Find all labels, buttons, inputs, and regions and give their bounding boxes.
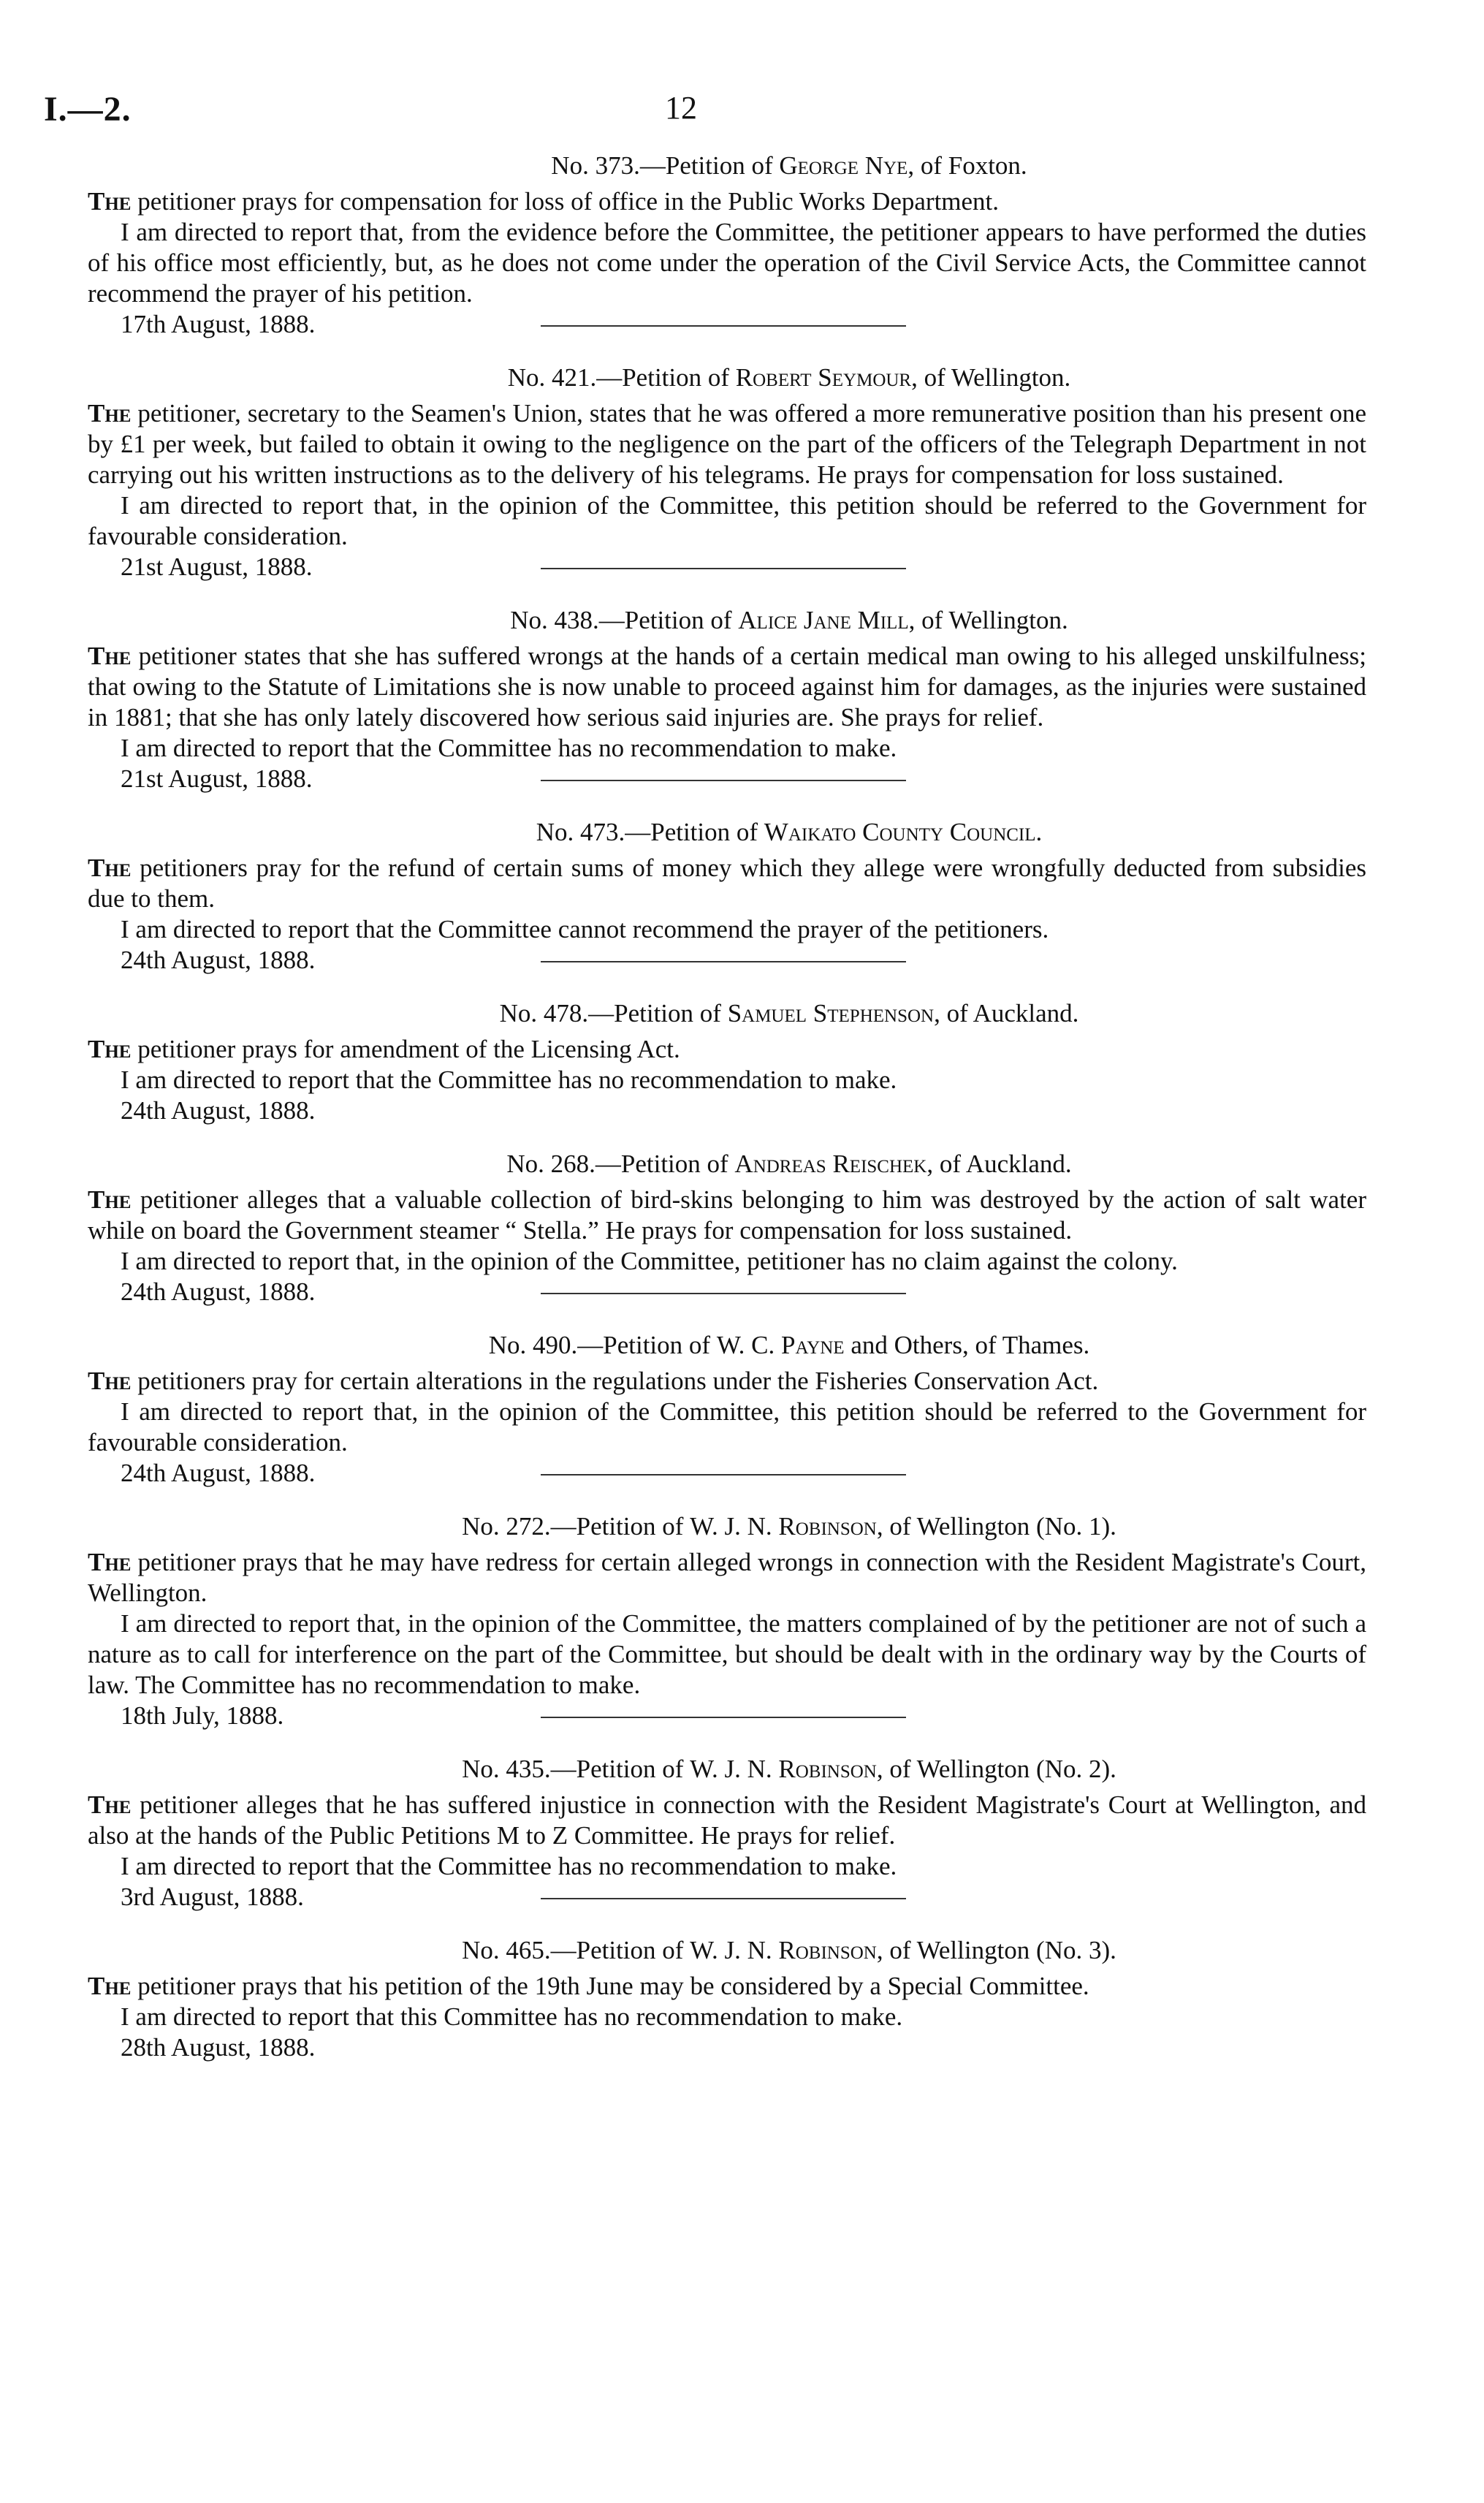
committee-report: I am directed to report that, in the opinion of the Committee, the matters complained of by the petitioner are not of such a nature as to call for interference on the part of the Committee, but should be dealt with in the ordinary way by the Courts of law. The Committee has no recommendation to make. — [88, 1609, 1366, 1699]
petition-title: No. 373.—Petition of George Nye, of Foxton. — [551, 151, 1027, 180]
report-date: 24th August, 1888. — [88, 1277, 1366, 1307]
petition-title: No. 465.—Petition of W. J. N. Robinson, of Wellington (No. 3). — [462, 1936, 1116, 1964]
petition-465 — [88, 1934, 1366, 2063]
petition-421 — [88, 362, 1366, 604]
report-date: 21st August, 1888. — [88, 552, 1366, 582]
petition-summary: The petitioner prays that he may have redress for certain alleged wrongs in connection with the Resident Magistrate's Court, Wellington. — [88, 1548, 1366, 1607]
separator-rule — [541, 780, 906, 781]
committee-report: I am directed to report that, in the opinion of the Committee, petitioner has no claim against the colony. — [121, 1247, 1178, 1275]
page-number: 12 — [665, 90, 697, 126]
petition-478 — [88, 998, 1366, 1148]
report-date: 24th August, 1888. — [88, 1458, 1366, 1489]
petition-title: No. 268.—Petition of Andreas Reischek, of Auckland. — [506, 1150, 1072, 1178]
petition-268 — [88, 1148, 1366, 1329]
committee-report: I am directed to report that the Committee has no recommendation to make. — [121, 734, 897, 762]
petition-title: No. 438.—Petition of Alice Jane Mill, of Wellington. — [510, 606, 1068, 634]
petition-summary: The petitioner alleges that he has suffered injustice in connection with the Resident Magistrate's Court at Wellington, and also at the hands of the Public Petitions M to Z Committee. He prays for relief. — [88, 1790, 1366, 1850]
separator-rule — [541, 1898, 906, 1899]
petition-summary: The petitioner prays for amendment of the Licensing Act. — [88, 1035, 680, 1063]
separator-rule — [541, 1474, 906, 1475]
report-date: 24th August, 1888. — [88, 945, 1366, 976]
petitions-list — [88, 150, 1366, 2063]
petition-summary: The petitioner states that she has suffered wrongs at the hands of a certain medical man owing to his alleged unskilfulness; that owing to the Statute of Limitations she is now unable to proceed against him for damages, as the injuries were sustained in 1881; that she has only lately discovered how serious said injuries are. She prays for relief. — [88, 642, 1366, 732]
committee-report: I am directed to report that, in the opinion of the Committee, this petition should be referred to the Government for favourable consideration. — [88, 1397, 1366, 1456]
committee-report: I am directed to report that, from the evidence before the Committee, the petitioner appears to have performed the duties of his office most efficiently, but, as he does not come under the operation of the Civil Service Acts, the Committee cannot recommend the prayer of his petition. — [88, 218, 1366, 308]
section-code: I.—2. — [44, 90, 132, 129]
petition-373 — [88, 150, 1366, 362]
report-date: 21st August, 1888. — [88, 764, 1366, 794]
petition-435 — [88, 1753, 1366, 1934]
petition-438 — [88, 604, 1366, 816]
petition-272 — [88, 1511, 1366, 1753]
petition-title: No. 435.—Petition of W. J. N. Robinson, of Wellington (No. 2). — [462, 1755, 1116, 1783]
report-date: 3rd August, 1888. — [88, 1882, 1366, 1913]
separator-rule — [541, 1293, 906, 1294]
petition-title: No. 478.—Petition of Samuel Stephenson, of Auckland. — [499, 999, 1079, 1028]
petition-473 — [88, 816, 1366, 998]
petition-490 — [88, 1329, 1366, 1511]
report-date: 24th August, 1888. — [121, 1096, 316, 1125]
committee-report: I am directed to report that the Committee cannot recommend the prayer of the petitioners. — [121, 915, 1049, 943]
committee-report: I am directed to report that this Committee has no recommendation to make. — [121, 2002, 903, 2031]
petition-title: No. 272.—Petition of W. J. N. Robinson, of Wellington (No. 1). — [462, 1512, 1116, 1541]
petition-summary: The petitioner, secretary to the Seamen's Union, states that he was offered a more remunerative position than his present one by £1 per week, but failed to obtain it owing to the negligence on the part of the officers of the Telegraph Department in not carrying out his written instructions as to the delivery of his telegrams. He prays for compensation for loss sustained. — [88, 399, 1366, 489]
committee-report: I am directed to report that the Committee has no recommendation to make. — [121, 1066, 897, 1094]
separator-rule — [541, 961, 906, 962]
report-date: 18th July, 1888. — [88, 1701, 1366, 1731]
committee-report: I am directed to report that the Committee has no recommendation to make. — [121, 1852, 897, 1880]
separator-rule — [541, 325, 906, 327]
report-date: 28th August, 1888. — [121, 2033, 316, 2062]
report-date: 17th August, 1888. — [88, 309, 1366, 340]
committee-report: I am directed to report that, in the opinion of the Committee, this petition should be referred to the Government for favourable consideration. — [88, 491, 1366, 550]
petition-summary: The petitioner alleges that a valuable collection of bird-skins belonging to him was destroyed by the action of salt water while on board the Government steamer “ Stella.” He prays for compensation for loss sustained. — [88, 1185, 1366, 1245]
petition-summary: The petitioner prays that his petition of the 19th June may be considered by a Special Committee. — [88, 1972, 1089, 2000]
petition-title: No. 490.—Petition of W. C. Payne and Others, of Thames. — [488, 1331, 1090, 1359]
separator-rule — [541, 1717, 906, 1718]
petition-summary: The petitioner prays for compensation for loss of office in the Public Works Department. — [88, 187, 1000, 216]
petition-title: No. 473.—Petition of Waikato County Council. — [536, 818, 1043, 846]
separator-rule — [541, 568, 906, 569]
petition-title: No. 421.—Petition of Robert Seymour, of Wellington. — [507, 363, 1071, 392]
petition-summary: The petitioners pray for certain alterations in the regulations under the Fisheries Conservation Act. — [88, 1367, 1099, 1395]
petition-summary: The petitioners pray for the refund of certain sums of money which they allege were wrongfully deducted from subsidies due to them. — [88, 854, 1366, 913]
